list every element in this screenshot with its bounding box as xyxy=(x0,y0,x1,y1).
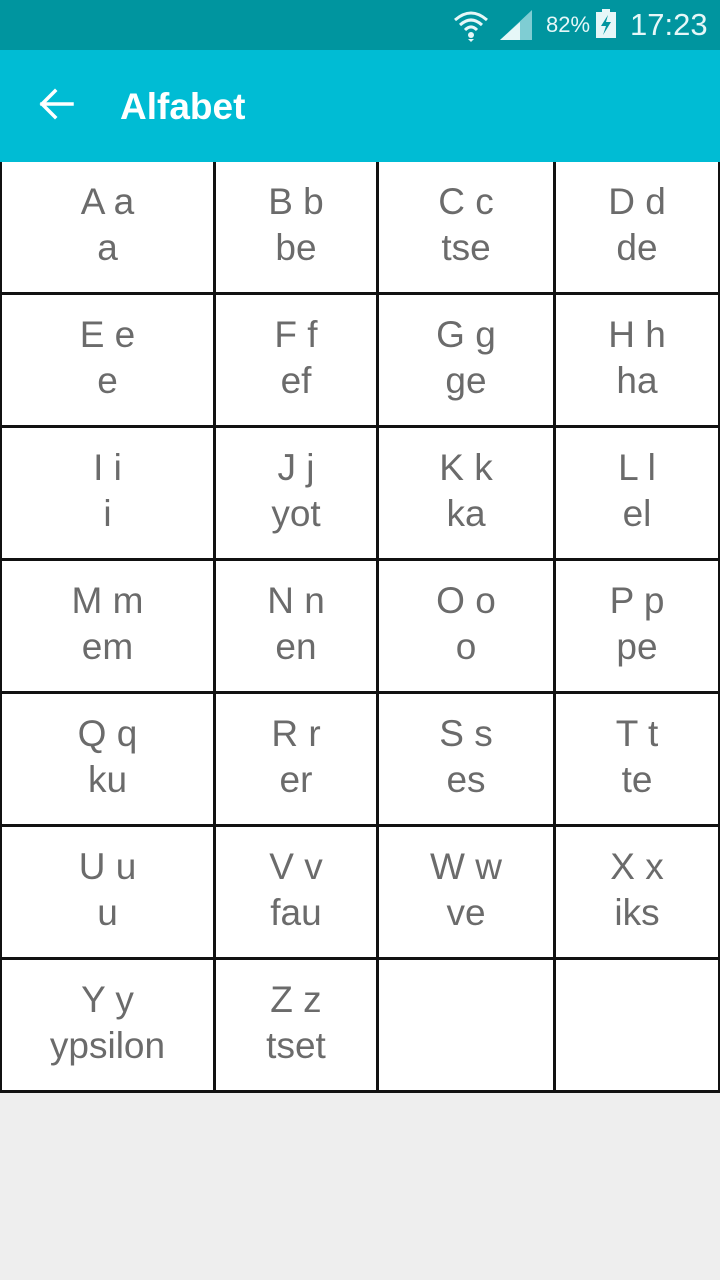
letter-cell[interactable] xyxy=(0,561,216,694)
letter-glyphs: N n xyxy=(267,580,325,621)
page-title: Alfabet xyxy=(120,86,246,127)
battery-charging-icon xyxy=(595,9,617,44)
letter-name: ef xyxy=(280,360,312,401)
letter-name: te xyxy=(621,759,653,800)
letter-cell[interactable] xyxy=(0,960,216,1093)
letter-glyphs: M m xyxy=(71,580,144,621)
letter-name: ha xyxy=(616,360,658,401)
app-bar xyxy=(0,50,720,162)
battery-percent: 82% xyxy=(546,12,591,37)
letter-cell[interactable] xyxy=(556,428,720,561)
letter-name: yot xyxy=(271,493,321,534)
letter-cell[interactable] xyxy=(0,162,216,295)
letter-name: pe xyxy=(616,626,658,667)
letter-glyphs: Q q xyxy=(77,713,138,754)
letter-cell[interactable] xyxy=(556,295,720,428)
letter-name: em xyxy=(81,626,134,667)
letter-glyphs: W w xyxy=(430,846,502,887)
signal-icon xyxy=(498,9,534,46)
empty-cell xyxy=(556,960,720,1093)
letter-name: ve xyxy=(446,892,486,933)
letter-name: de xyxy=(616,227,658,268)
letter-name: be xyxy=(275,227,317,268)
letter-name: i xyxy=(103,493,112,534)
letter-name: iks xyxy=(614,892,660,933)
letter-cell[interactable] xyxy=(556,162,720,295)
letter-cell[interactable] xyxy=(216,162,379,295)
letter-glyphs: E e xyxy=(79,314,136,355)
letter-name: er xyxy=(279,759,313,800)
wifi-icon xyxy=(452,8,490,47)
letter-name: ge xyxy=(445,360,487,401)
letter-glyphs: R r xyxy=(271,713,321,754)
letter-glyphs: J j xyxy=(277,447,315,488)
letter-cell[interactable] xyxy=(0,694,216,827)
letter-glyphs: X x xyxy=(610,846,664,887)
letter-name: e xyxy=(97,360,118,401)
letter-cell[interactable] xyxy=(0,295,216,428)
letter-cell[interactable] xyxy=(216,561,379,694)
letter-cell[interactable] xyxy=(379,694,556,827)
letter-name: ypsilon xyxy=(49,1025,166,1066)
letter-name: el xyxy=(622,493,652,534)
letter-glyphs: U u xyxy=(78,846,137,887)
clock: 17:23 xyxy=(630,7,708,42)
letter-glyphs: T t xyxy=(615,713,659,754)
back-button[interactable] xyxy=(28,78,84,134)
letter-cell[interactable] xyxy=(556,561,720,694)
letter-name: en xyxy=(275,626,317,667)
letter-cell[interactable] xyxy=(379,561,556,694)
letter-cell[interactable] xyxy=(379,428,556,561)
letter-glyphs: Z z xyxy=(270,979,322,1020)
letter-glyphs: G g xyxy=(436,314,496,355)
arrow-left-icon xyxy=(38,88,74,125)
letter-glyphs: K k xyxy=(439,447,493,488)
letter-glyphs: O o xyxy=(436,580,496,621)
letter-name: tse xyxy=(441,227,491,268)
letter-glyphs: H h xyxy=(608,314,666,355)
letter-name: es xyxy=(446,759,486,800)
letter-glyphs: A a xyxy=(80,181,135,222)
letter-glyphs: F f xyxy=(274,314,318,355)
letter-cell[interactable] xyxy=(216,827,379,960)
letter-glyphs: V v xyxy=(269,846,323,887)
letter-cell[interactable] xyxy=(216,295,379,428)
letter-name: tset xyxy=(266,1025,326,1066)
letter-cell[interactable] xyxy=(556,827,720,960)
letter-cell[interactable] xyxy=(379,162,556,295)
letter-cell[interactable] xyxy=(216,960,379,1093)
letter-glyphs: I i xyxy=(93,447,122,488)
letter-glyphs: S s xyxy=(439,713,493,754)
letter-name: ku xyxy=(87,759,128,800)
letter-name: ka xyxy=(446,493,486,534)
letter-cell[interactable] xyxy=(216,428,379,561)
letter-glyphs: C c xyxy=(438,181,494,222)
status-bar xyxy=(0,0,720,50)
letter-name: fau xyxy=(270,892,322,933)
letter-cell[interactable] xyxy=(379,827,556,960)
letter-glyphs: L l xyxy=(618,447,656,488)
letter-cell[interactable] xyxy=(0,827,216,960)
letter-cell[interactable] xyxy=(556,694,720,827)
empty-cell xyxy=(379,960,556,1093)
letter-name: u xyxy=(97,892,118,933)
letter-cell[interactable] xyxy=(379,295,556,428)
letter-glyphs: B b xyxy=(268,181,324,222)
letter-name: a xyxy=(97,227,118,268)
alphabet-grid xyxy=(0,162,720,1093)
letter-cell[interactable] xyxy=(216,694,379,827)
letter-glyphs: Y y xyxy=(81,979,134,1020)
letter-glyphs: P p xyxy=(609,580,665,621)
letter-cell[interactable] xyxy=(0,428,216,561)
letter-glyphs: D d xyxy=(608,181,666,222)
letter-name: o xyxy=(455,626,477,667)
